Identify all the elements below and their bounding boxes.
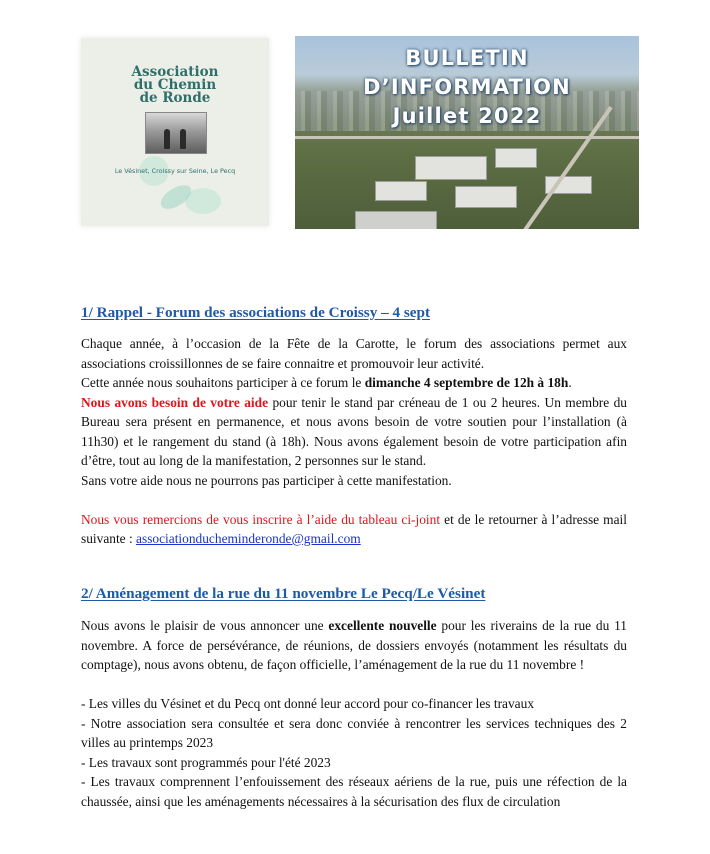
email-link[interactable]: associationducheminderonde@gmail.com bbox=[136, 531, 361, 546]
logo-photo bbox=[145, 112, 207, 154]
list-item: - Les travaux sont programmés pour l'été 2023 bbox=[81, 754, 331, 770]
list-item: - Les travaux comprennent l’enfouissement des réseaux aériens de la rue, puis une réfection de la chaussée, ainsi que les aménagements nécessaires à la sécurisation des flux de circulation bbox=[81, 774, 627, 809]
list-item: - Notre association sera consultée et sera donc conviée à rencontrer les services techniques des 2 villes au printemps 2023 bbox=[81, 715, 627, 750]
banner-title: BULLETIN D’INFORMATION Juillet 2022 bbox=[363, 46, 571, 128]
paragraph: Nous avons besoin de votre aide pour tenir le stand par créneau de 1 ou 2 heures. Un membre du Bureau sera présent en permanence, et nous avons besoin de votre soutien pour l’installation (à 11h30) et le rangement du stand (à 18h). Nous avons également besoin de votre participation afin d’être, tout au long de la manifestation, 2 personnes sur le stand. bbox=[81, 394, 627, 468]
paragraph: Cette année nous souhaitons participer à ce forum le dimanche 4 septembre de 12h à 18h. bbox=[81, 375, 572, 390]
paragraph: Sans votre aide nous ne pourrons pas participer à cette manifestation. bbox=[81, 472, 452, 488]
list-item: - Les villes du Vésinet et du Pecq ont donné leur accord pour co-financer les travaux bbox=[81, 696, 535, 711]
logo-title: Association du Chemin de Ronde bbox=[131, 64, 219, 106]
paragraph: Nous avons le plaisir de vous annoncer une excellente nouvelle pour les riverains de la rue du 11 novembre. A force de persévérance, de réunions, de dossiers envoyés (notamment les résultats du comptage), nous avons obtenu, de façon officielle, l’aménagement de la rue du 11 novembre ! bbox=[81, 618, 627, 672]
banner-image bbox=[295, 36, 639, 229]
section-body bbox=[81, 334, 627, 549]
paragraph: Chaque année, à l’occasion de la Fête de la Carotte, le forum des associations permet aux associations croissillonnes de se faire connaitre et promouvoir leur activité. bbox=[81, 336, 627, 371]
paragraph: Nous vous remercions de vous inscrire à l’aide du tableau ci-joint et de le retourner à l’adresse mail suivante : associationducheminderonde@gmail.com bbox=[81, 511, 627, 546]
section-body bbox=[81, 616, 627, 811]
section-heading: 1/ Rappel - Forum des associations de Croissy – 4 sept bbox=[81, 304, 431, 321]
section-heading: 2/ Aménagement de la rue du 11 novembre Le Pecq/Le Vésinet bbox=[81, 585, 486, 602]
logo-subtitle: Le Vésinet, Croissy sur Seine, Le Pecq bbox=[114, 167, 236, 175]
association-logo bbox=[81, 38, 269, 226]
